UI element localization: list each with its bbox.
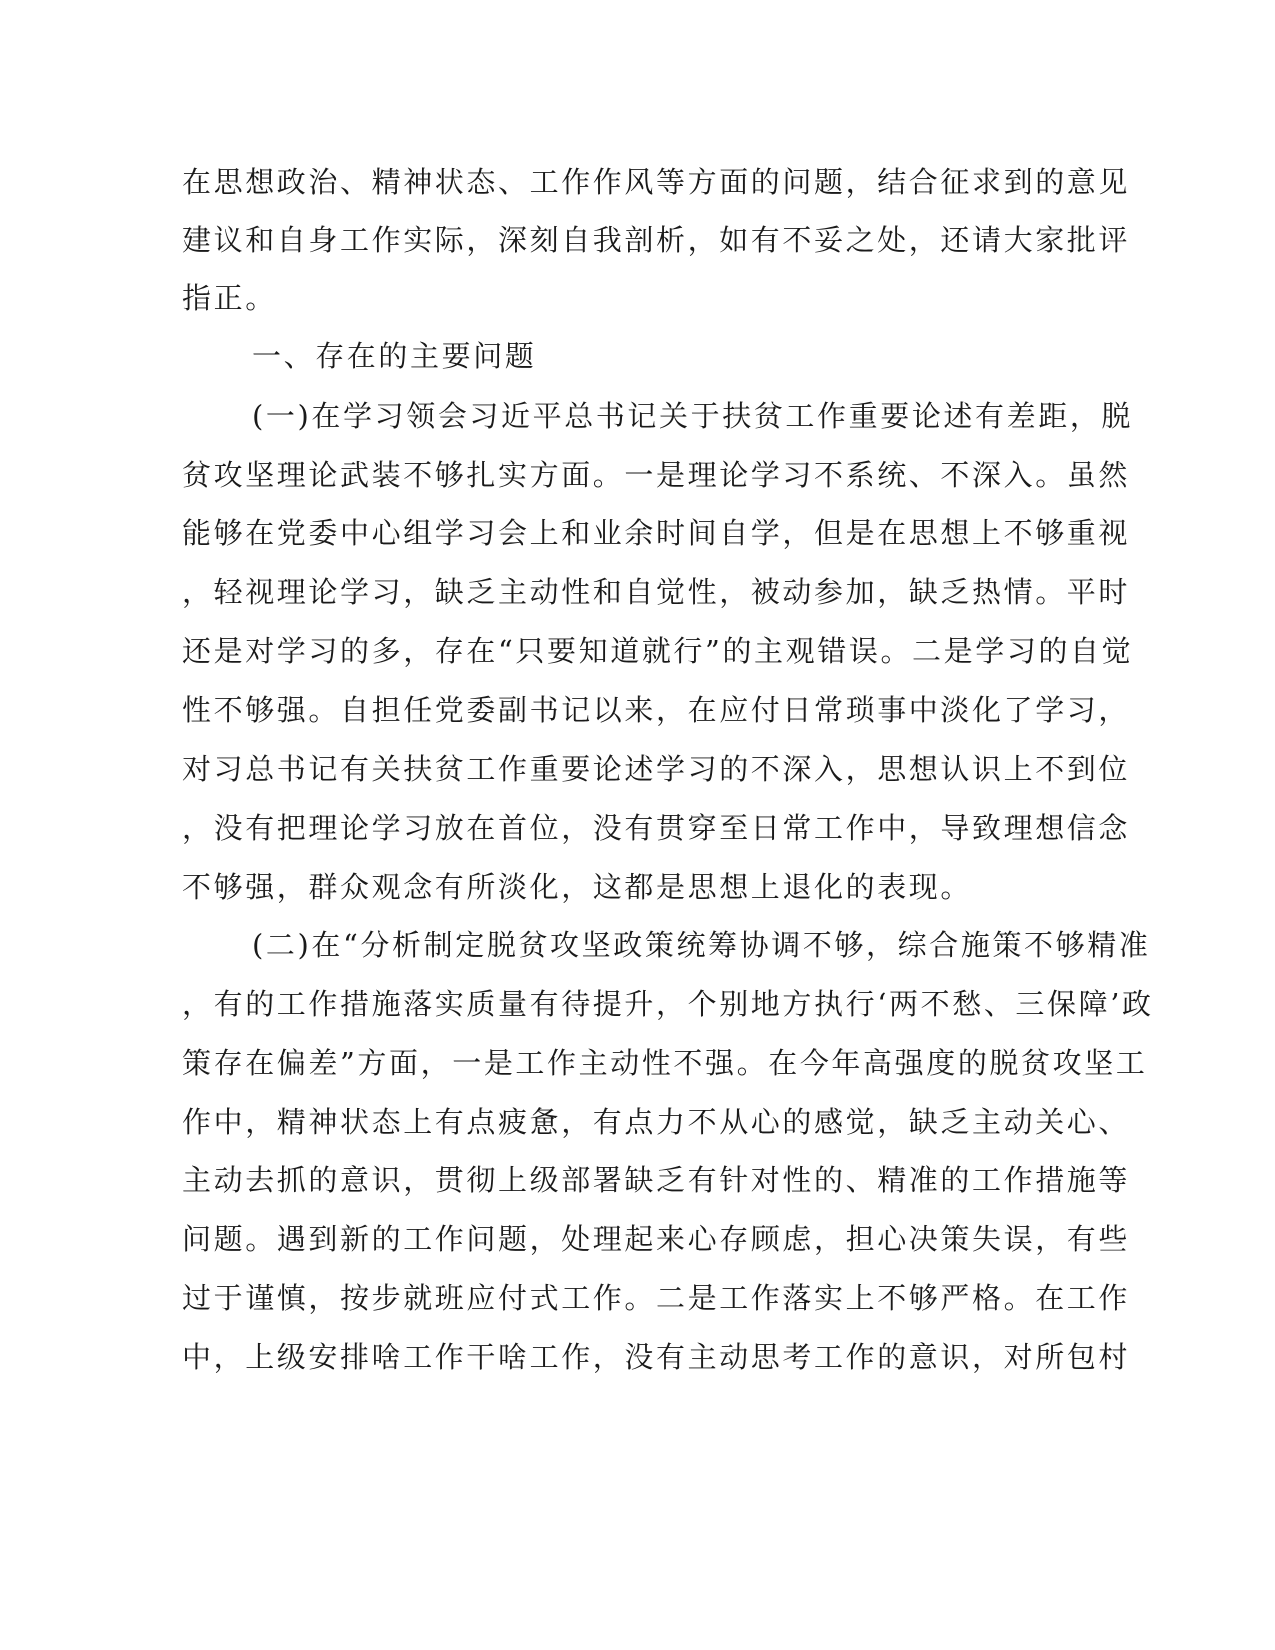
body-line: ，没有把理论学习放在首位，没有贯穿至日常工作中，导致理想信念 — [182, 811, 1131, 845]
body-line: 能够在党委中心组学习会上和业余时间自学，但是在思想上不够重视 — [182, 516, 1131, 550]
body-line: 对习总书记有关扶贫工作重要论述学习的不深入，思想认识上不到位 — [182, 752, 1131, 786]
body-line: ，有的工作措施落实质量有待提升，个别地方执行‘两不愁、三保障’政 — [182, 987, 1154, 1021]
body-line: 不够强，群众观念有所淡化，这都是思想上退化的表现。 — [182, 870, 973, 904]
body-line: 问题。遇到新的工作问题，处理起来心存顾虑，担心决策失误，有些 — [182, 1222, 1131, 1256]
body-line: 作中，精神状态上有点疲惫，有点力不从心的感觉，缺乏主动关心、 — [182, 1105, 1131, 1139]
body-line: 主动去抓的意识，贯彻上级部署缺乏有针对性的、精准的工作措施等 — [182, 1163, 1131, 1197]
body-line: 过于谨慎，按步就班应付式工作。二是工作落实上不够严格。在工作 — [182, 1281, 1131, 1315]
body-line: 策存在偏差”方面，一是工作主动性不强。在今年高强度的脱贫攻坚工 — [182, 1046, 1148, 1080]
body-line: (一)在学习领会习近平总书记关于扶贫工作重要论述有差距，脱 — [252, 399, 1134, 433]
section-heading: 一、存在的主要问题 — [252, 339, 537, 373]
body-line: 建议和自身工作实际，深刻自我剖析，如有不妥之处，还请大家批评 — [182, 223, 1131, 257]
body-line: 在思想政治、精神状态、工作作风等方面的问题，结合征求到的意见 — [182, 165, 1131, 199]
body-line: 还是对学习的多，存在“只要知道就行”的主观错误。二是学习的自觉 — [182, 634, 1134, 668]
body-line: (二)在“分析制定脱贫攻坚政策统筹协调不够，综合施策不够精准 — [252, 928, 1151, 962]
body-line: 中，上级安排啥工作干啥工作，没有主动思考工作的意识，对所包村 — [182, 1340, 1131, 1374]
body-line: ，轻视理论学习，缺乏主动性和自觉性，被动参加，缺乏热情。平时 — [182, 575, 1131, 609]
body-line: 贫攻坚理论武装不够扎实方面。一是理论学习不系统、不深入。虽然 — [182, 458, 1131, 492]
body-line: 指正。 — [182, 281, 277, 315]
body-line: 性不够强。自担任党委副书记以来，在应付日常琐事中淡化了学习， — [182, 693, 1131, 727]
